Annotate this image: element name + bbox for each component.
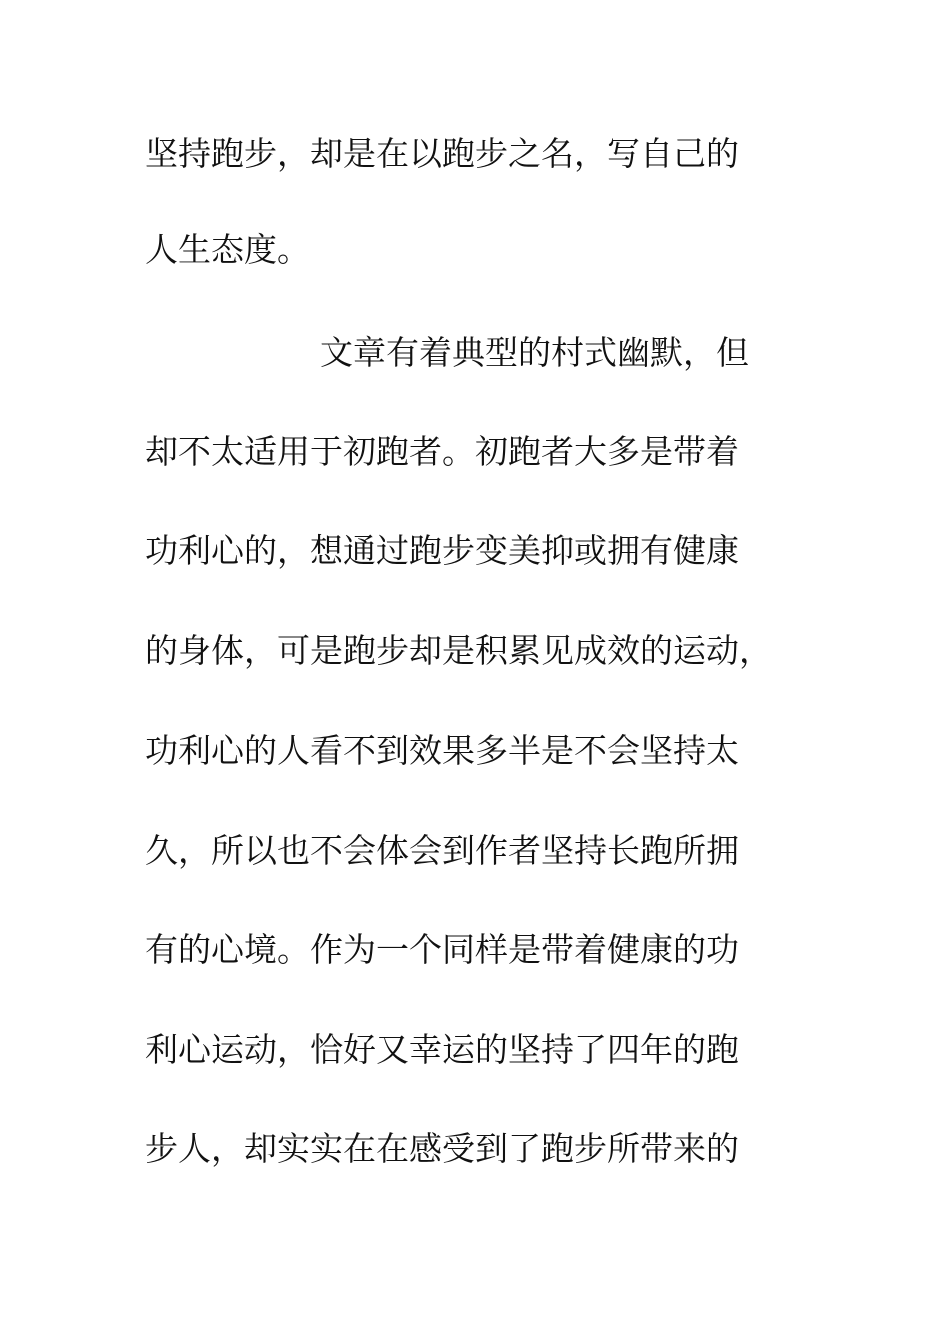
text-line-10: 利心运动，恰好又幸运的坚持了四年的跑	[145, 1030, 739, 1069]
text-line-8: 久，所以也不会体会到作者坚持长跑所拥	[145, 831, 739, 870]
text-line-1: 坚持跑步，却是在以跑步之名，写自己的	[145, 134, 739, 173]
text-line-2: 人生态度。	[145, 230, 310, 269]
text-line-3-paragraph-start: 文章有着典型的村式幽默，但	[320, 333, 749, 372]
text-line-11: 步人，却实实在在感受到了跑步所带来的	[145, 1129, 739, 1168]
text-line-4: 却不太适用于初跑者。初跑者大多是带着	[145, 432, 739, 471]
text-line-7: 功利心的人看不到效果多半是不会坚持太	[145, 731, 739, 770]
text-line-6: 的身体，可是跑步却是积累见成效的运动，	[145, 631, 772, 670]
text-line-9: 有的心境。作为一个同样是带着健康的功	[145, 930, 739, 969]
text-line-5: 功利心的，想通过跑步变美抑或拥有健康	[145, 531, 739, 570]
